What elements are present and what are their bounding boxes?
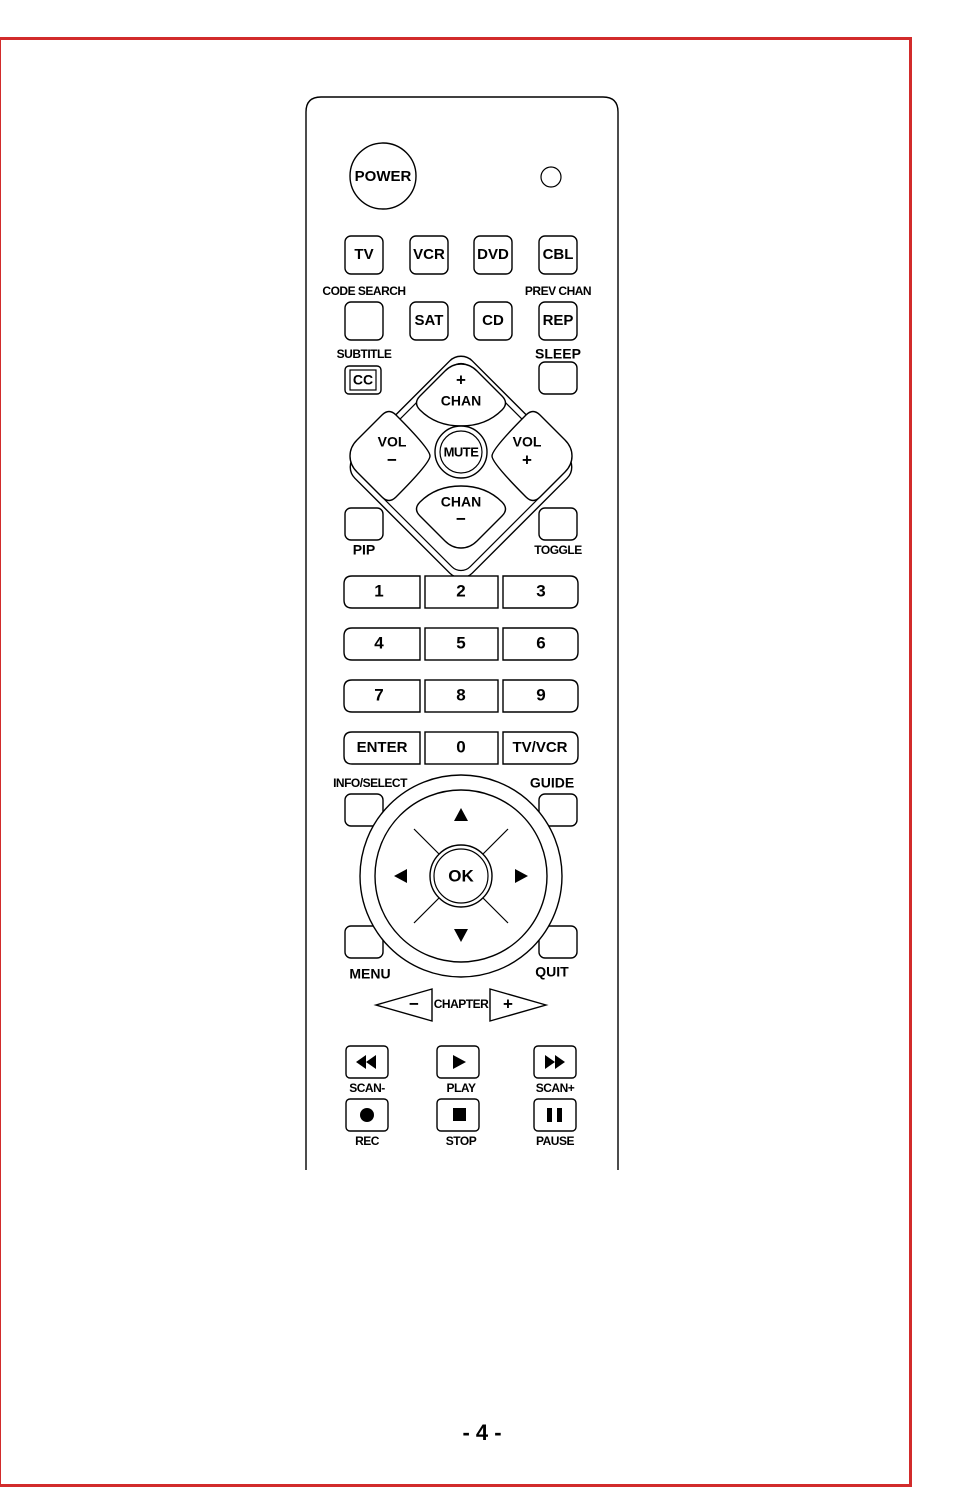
scan-plus-label: SCAN+: [535, 1081, 575, 1096]
enter-key[interactable]: ENTER: [356, 738, 408, 756]
chapter-minus-button[interactable]: [376, 989, 432, 1021]
power-label: POWER: [354, 167, 412, 185]
cd-button[interactable]: [474, 302, 512, 340]
chapter-minus-sign: −: [409, 994, 419, 1014]
chan-up-button[interactable]: [417, 364, 506, 426]
cd-label: CD: [482, 311, 504, 329]
chan-up-label: CHAN: [440, 392, 482, 409]
key-1[interactable]: 1: [374, 581, 384, 601]
dvd-button[interactable]: [474, 236, 512, 274]
stop-button[interactable]: [437, 1099, 479, 1131]
chapter-plus-sign: +: [503, 994, 513, 1014]
tv-vcr-key[interactable]: TV/VCR: [512, 738, 568, 756]
pip-button[interactable]: [345, 508, 383, 540]
cbl-button[interactable]: [539, 236, 577, 274]
vcr-button[interactable]: [410, 236, 448, 274]
pause-label: PAUSE: [536, 1134, 574, 1149]
toggle-button[interactable]: [539, 508, 577, 540]
chan-plus-sign: +: [456, 370, 466, 390]
chan-minus-sign: −: [456, 509, 466, 529]
mute-button[interactable]: [435, 426, 487, 478]
vol-left-label: VOL: [377, 433, 407, 450]
sleep-button[interactable]: [539, 362, 577, 394]
chapter-plus-button[interactable]: [490, 989, 546, 1021]
tv-button[interactable]: [345, 236, 383, 274]
keypad: [344, 576, 578, 764]
subtitle-label: SUBTITLE: [336, 347, 392, 362]
code-search-button[interactable]: [345, 302, 383, 340]
key-6[interactable]: 6: [536, 633, 546, 653]
play-button[interactable]: [437, 1046, 479, 1078]
guide-label: GUIDE: [529, 774, 575, 791]
rep-label: REP: [542, 311, 574, 329]
play-label: PLAY: [446, 1081, 476, 1096]
cc-label: CC: [352, 371, 374, 388]
page-number: - 4 -: [462, 1420, 502, 1445]
cc-button[interactable]: [345, 366, 381, 394]
menu-label: MENU: [349, 965, 391, 982]
tv-label: TV: [354, 245, 374, 263]
chapter-label: CHAPTER: [433, 997, 489, 1012]
ok-button[interactable]: [430, 845, 492, 907]
quit-label: QUIT: [535, 963, 569, 980]
pip-label: PIP: [352, 541, 376, 558]
sleep-label: SLEEP: [535, 345, 581, 362]
key-5[interactable]: 5: [456, 633, 466, 653]
mute-label: MUTE: [443, 444, 479, 460]
info-select-label: INFO/SELECT: [333, 776, 407, 791]
vol-right-label: VOL: [512, 433, 542, 450]
cbl-label: CBL: [542, 245, 574, 263]
scan-minus-button[interactable]: [346, 1046, 388, 1078]
scan-minus-label: SCAN-: [349, 1081, 385, 1096]
key-4[interactable]: 4: [374, 633, 384, 653]
record-icon: [360, 1108, 374, 1122]
toggle-label: TOGGLE: [534, 543, 582, 558]
vol-plus-sign: +: [522, 450, 532, 470]
rec-label: REC: [355, 1134, 379, 1149]
prev-chan-label: PREV CHAN: [524, 284, 592, 299]
key-3[interactable]: 3: [536, 581, 546, 601]
pause-button[interactable]: [534, 1099, 576, 1131]
stop-icon: [453, 1108, 466, 1121]
key-2[interactable]: 2: [456, 581, 466, 601]
dvd-label: DVD: [477, 245, 509, 263]
sat-label: SAT: [414, 311, 444, 329]
key-8[interactable]: 8: [456, 685, 466, 705]
vol-minus-sign: −: [387, 450, 397, 470]
key-0[interactable]: 0: [456, 737, 466, 757]
led-indicator-icon: [541, 167, 561, 187]
power-button[interactable]: [350, 143, 416, 209]
rec-button[interactable]: [346, 1099, 388, 1131]
stop-label: STOP: [445, 1134, 477, 1149]
code-search-label: CODE SEARCH: [322, 284, 406, 299]
ok-label: OK: [448, 866, 474, 886]
key-7[interactable]: 7: [374, 685, 384, 705]
vcr-label: VCR: [413, 245, 445, 263]
sat-button[interactable]: [410, 302, 448, 340]
scan-plus-button[interactable]: [534, 1046, 576, 1078]
key-9[interactable]: 9: [536, 685, 546, 705]
rep-button[interactable]: [539, 302, 577, 340]
chan-down-label: CHAN: [440, 493, 482, 510]
